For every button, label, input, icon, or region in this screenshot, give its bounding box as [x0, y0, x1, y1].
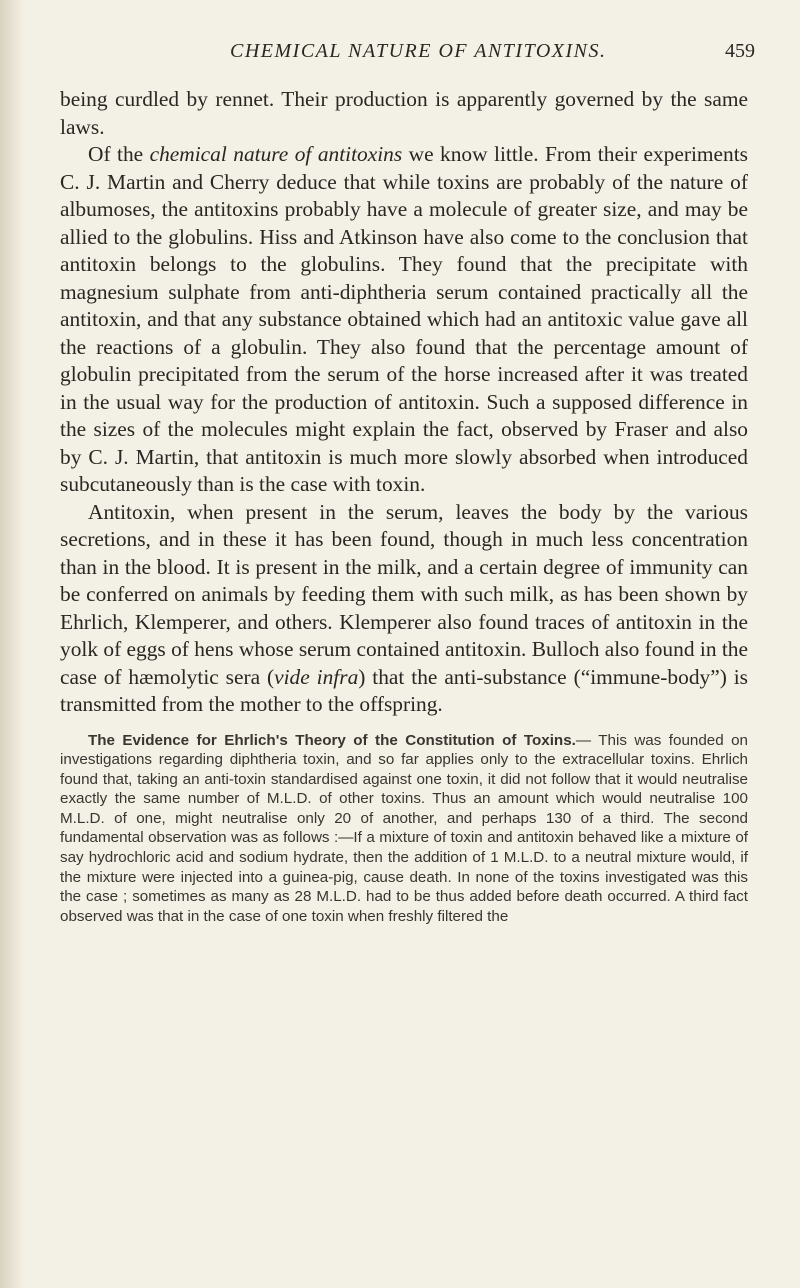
paragraph-3-italic: vide infra [274, 664, 359, 689]
paragraph-2 [60, 141, 748, 499]
paragraph-3-text-b: ) that the anti-substance (“immune-body”) is transmitted from the mother to the offspring. [60, 664, 748, 716]
page-content [60, 86, 748, 926]
small-print-section [60, 731, 748, 927]
paragraph-3-text-a: Antitoxin, when present in the serum, leaves the body by the various secretions, and in these it has been found, though in much less concentration than in the blood. It is present in the milk, and a certain degree of immunity can be conferred on animals by feeding them with such milk, as has been shown by Ehrlich, Klemperer, and others. Klemperer also found traces of antitoxin in the yolk of eggs of hens whose serum contained antitoxin. Bulloch also found in the case of hæmolytic sera ( [60, 499, 748, 689]
paragraph-3 [60, 499, 748, 719]
paragraph-2-text-a: Of the [88, 142, 150, 166]
page-number: 459 [725, 40, 755, 62]
paragraph-2-text-b: we know little. From their experiments C. J. Martin and Cherry deduce that while toxins are probably of the nature of albumoses, the antitoxins probably have a molecule of greater size, and may be allied to the globulins. Hiss and Atkinson have also come to the conclusion that antitoxin belongs to the globulins. They found that the precipitate with magnesium sulphate from anti-diphtheria serum contained practically all the antitoxin, and that any substance obtained which had an antitoxic value gave all the reactions of a globulin. They also found that the percentage amount of globulin precipitated from the serum of the horse increased after it was treated in the usual way for the production of antitoxin. Such a supposed difference in the sizes of the molecules might explain the fact, observed by Fraser and also by C. J. Martin, that antitoxin is much more slowly absorbed when introduced subcutaneously than is the case with toxin. [60, 142, 748, 496]
paragraph-2-italic: chemical nature of antitoxins [149, 142, 403, 166]
paragraph-1: being curdled by rennet. Their production is apparently governed by the same laws. [60, 87, 748, 139]
section-heading: The Evidence for Ehrlich's Theory of the Constitution of Toxins. [88, 731, 576, 749]
page-edge-shadow [0, 0, 24, 1288]
page-header [60, 40, 755, 70]
section-text: — This was founded on investigations regarding diphtheria toxin, and so far applies only to the extracellular toxins. Ehrlich found that, taking an anti-toxin standardised against one toxin, it did not follow that it would neutralise exactly the same number of M.L.D. of other toxins. Thus an amount which would neutralise 100 M.L.D. of one, might neutralise only 20 of another, and perhaps 130 of a third. The second fundamental observation was as follows :—If a mixture of toxin and antitoxin behaved like a mixture of say hydrochloric acid and sodium hydrate, then the addition of 1 M.L.D. to a neutral mixture would, if the mixture were injected into a guinea-pig, cause death. In none of the toxins investigated was this the case ; sometimes as many as 28 M.L.D. had to be thus added before death occurred. A third fact observed was that in the case of one toxin when freshly filtered the [60, 731, 748, 925]
running-title: CHEMICAL NATURE OF ANTITOXINS. [230, 40, 607, 62]
